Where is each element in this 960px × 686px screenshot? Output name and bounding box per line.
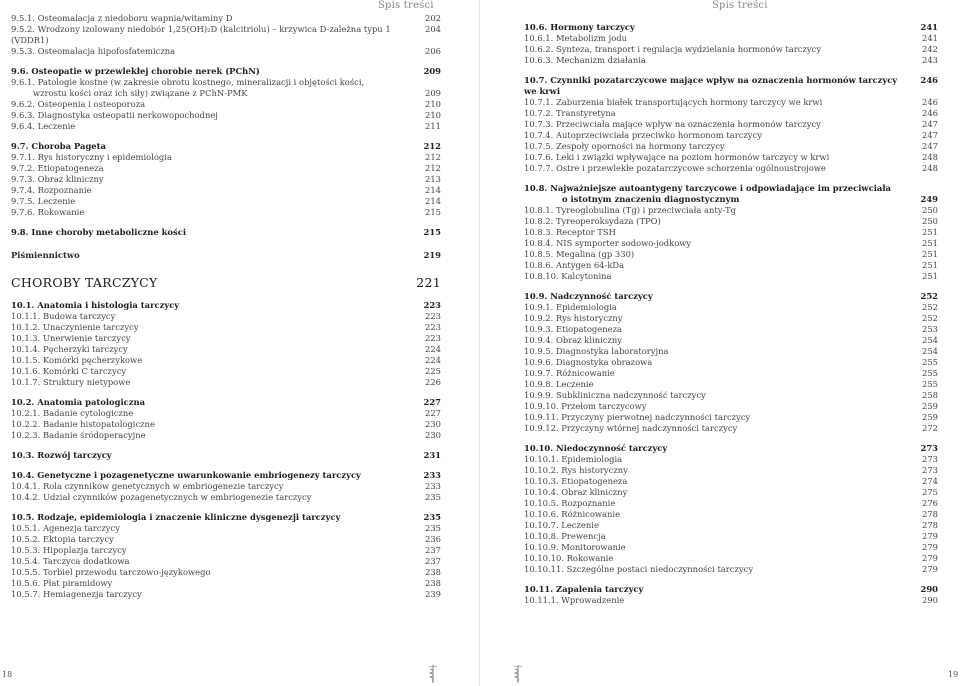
toc-entry [11,333,441,344]
toc-entry [524,205,938,216]
toc-entry-title: 10.9.6. Diagnostyka obrazowa [524,357,653,367]
toc-entry-page: 251 [922,227,938,237]
toc-entry-title: 10.8.4. NIS symporter sodowo-jodkowy [524,238,692,248]
toc-entry [11,322,441,333]
toc-entry-title: 9.5.1. Osteomalacja z niedoboru wapnia/witaminy D [11,13,233,23]
toc-entry [11,77,441,88]
toc-entry-title: 10.9.10. Przełom tarczycowy [524,401,647,411]
toc-entry [524,542,938,553]
toc-entry-page: 214 [425,185,441,195]
toc-entry [11,470,441,481]
toc-entry-title: 10.9. Nadczynność tarczycy [524,291,653,301]
toc-entry-page: 210 [425,110,441,120]
toc-entry-page: 247 [922,119,938,129]
toc-entry-page: 223 [425,311,441,321]
toc-entry-page: 254 [922,335,938,345]
page-number: 18 [2,670,13,679]
toc-entry [11,534,441,545]
toc-entry-title: 9.7.4. Rozpoznanie [11,185,92,195]
toc-entry [524,401,938,412]
toc-entry-page: 246 [922,97,938,107]
toc-entry-title: 10.5.1. Agenezja tarczycy [11,523,120,533]
toc-entry-title: 10.10.4. Obraz kliniczny [524,487,628,497]
toc-entry [524,108,938,119]
toc-entry [524,564,938,575]
toc-entry [11,311,441,322]
toc-entry-title: 9.6.4. Leczenie [11,121,76,131]
toc-entry [524,271,938,282]
toc-entry-title: 10.7.2. Transtyretyna [524,108,616,118]
toc-entry-page: 214 [425,196,441,206]
toc-entry-page: 233 [425,481,441,491]
toc-entry-page: 238 [425,578,441,588]
toc-entry-title: 10.10.10. Rokowanie [524,553,614,563]
toc-entry-page: 246 [922,108,938,118]
toc-entry-page: 213 [425,174,441,184]
toc-entry-page: 250 [922,205,938,215]
toc-entry-page: 278 [922,509,938,519]
toc-entry-title: 9.8. Inne choroby metaboliczne kości [11,227,187,237]
toc-entry-title: Piśmiennictwo [11,250,80,260]
toc-entry [11,88,441,99]
toc-entry-title: 10.9.12. Przyczyny wtórnej nadczynności tarczycy [524,423,738,433]
toc-entry [524,227,938,238]
toc-entry-title: 9.7.5. Leczenie [11,196,76,206]
toc-entry [11,578,441,589]
toc-entry [11,512,441,523]
toc-entry-page: 279 [922,564,938,574]
toc-entry-page: 273 [920,443,938,453]
toc-entry-page: 247 [922,141,938,151]
toc-entry [524,119,938,130]
toc-entry-title: 10.8.10. Kalcytonina [524,271,612,281]
toc-entry [11,377,441,388]
toc-entry-title: 10.9.1. Epidemiologia [524,302,617,312]
toc-entry-title: 10.1.3. Unerwienie tarczycy [11,333,131,343]
toc-entry-page: 279 [922,553,938,563]
toc-entry [524,498,938,509]
toc-entry-page: 250 [922,216,938,226]
toc-entry-page: 246 [920,75,938,85]
toc-entry-page: 275 [922,487,938,497]
toc-entry [524,553,938,564]
toc-entry [524,487,938,498]
toc-entry-page: 223 [425,322,441,332]
toc-entry-title: 10.4.1. Rola czynników genetycznych w embriogenezie tarczycy [11,481,284,491]
toc-entry [524,152,938,163]
toc-entry [524,454,938,465]
toc-entry-page: 215 [425,207,441,217]
toc-entry-page: 252 [922,313,938,323]
toc-entry [524,509,938,520]
toc-entry-title: 10.11. Zapalenia tarczycy [524,584,644,594]
toc-entry-page: 279 [922,531,938,541]
toc-entry-title: 9.7.2. Etiopatogeneza [11,163,104,173]
toc-entry [11,250,441,261]
toc-entry-title: 10.5.3. Hipoplazja tarczycy [11,545,127,555]
toc-entry-title: o istotnym znaczeniu diagnostycznym [562,194,740,204]
toc-entry [524,249,938,260]
running-header: Spis treści [378,0,434,11]
toc-entry [524,238,938,249]
toc-entry-title: 10.8.1. Tyreoglobulina (Tg) i przeciwciała anty-Tg [524,205,736,215]
toc-entry-page: 273 [922,454,938,464]
toc-entry-title: 10.10.3. Etiopatogeneza [524,476,628,486]
table-of-contents [11,13,441,600]
toc-entry-page: 231 [423,450,441,460]
toc-entry-title: 10.10.6. Różnicowanie [524,509,621,519]
right-page [480,0,960,686]
toc-entry-title: 10.1.1. Budowa tarczycy [11,311,116,321]
toc-entry-page: 230 [425,430,441,440]
toc-entry [524,291,938,302]
toc-entry [524,412,938,423]
running-header: Spis treści [712,0,768,11]
toc-entry [524,324,938,335]
toc-entry-title: 10.2.3. Badanie śródoperacyjne [11,430,146,440]
toc-entry-title: 10.9.8. Leczenie [524,379,594,389]
toc-entry-page: 241 [920,22,938,32]
toc-entry [11,344,441,355]
toc-entry-title: 9.6. Osteopatie w przewlekłej chorobie nerek (PChN) [11,66,260,76]
toc-entry [524,584,938,595]
toc-entry [11,13,441,24]
toc-entry [524,531,938,542]
toc-entry-title: 10.2.2. Badanie histopatologiczne [11,419,155,429]
toc-entry-title: 10.1.4. Pęcherzyki tarczycy [11,344,128,354]
toc-entry [11,163,441,174]
toc-entry-page: 258 [922,390,938,400]
toc-entry-title: 9.7.3. Obraz kliniczny [11,174,104,184]
toc-entry-page: 235 [423,512,441,522]
toc-entry [11,408,441,419]
toc-entry-title: 10.8.5. Megalina (gp 330) [524,249,635,259]
toc-entry-title: 10.9.2. Rys historyczny [524,313,623,323]
toc-entry-page: 211 [425,121,441,131]
toc-entry-title: 10.6.3. Mechanizm działania [524,55,646,65]
toc-entry [11,366,441,377]
toc-entry-title: 10.10.8. Prewencja [524,531,606,541]
toc-entry-title: 10.1. Anatomia i histologia tarczycy [11,300,180,310]
toc-entry [524,33,938,44]
page-number: 19 [948,670,959,679]
toc-entry-title: 10.11.1. Wprowadzenie [524,595,625,605]
toc-entry-title: 10.1.7. Struktury nietypowe [11,377,131,387]
toc-entry-title: 9.7. Choroba Pageta [11,141,106,151]
toc-entry-title: 9.7.1. Rys historyczny i epidemiologia [11,152,172,162]
toc-entry-title: 10.8.3. Receptor TSH [524,227,616,237]
toc-entry-page: 230 [425,419,441,429]
toc-entry-page: 223 [423,300,441,310]
toc-entry-page: 276 [922,498,938,508]
toc-entry-page: 212 [425,152,441,162]
toc-entry-page: 273 [922,465,938,475]
toc-entry-page: 212 [423,141,441,151]
toc-entry-page: 235 [425,523,441,533]
toc-entry [524,390,938,401]
toc-entry [11,430,441,441]
toc-entry [11,545,441,556]
toc-entry-page: 274 [922,476,938,486]
toc-entry-page: 290 [920,584,938,594]
toc-entry-title: 10.5.4. Tarczyca dodatkowa [11,556,130,566]
toc-entry-page: 219 [423,250,441,260]
toc-entry-page: 227 [423,397,441,407]
toc-entry [11,174,441,185]
toc-entry-page: 243 [922,55,938,65]
toc-entry-page: 224 [425,344,441,354]
toc-entry-title: 10.7.6. Leki i związki wpływające na poziom hormonów tarczycy w krwi [524,152,830,162]
toc-entry-page: 272 [922,423,938,433]
toc-entry [524,443,938,454]
toc-entry-title: 10.1.5. Komórki pęcherzykowe [11,355,143,365]
toc-entry-page: 251 [922,260,938,270]
toc-entry-title: 10.5. Rodzaje, epidemiologia i znaczenie kliniczne dysgenezji tarczycy [11,512,341,522]
toc-entry-title: 10.7.3. Przeciwciała mające wpływ na oznaczenia hormonów tarczycy [524,119,821,129]
toc-entry-title: 9.5.3. Osteomalacja hipofosfatemiczna [11,46,176,56]
toc-entry-title: 10.10. Niedoczynność tarczycy [524,443,668,453]
toc-entry-page: 239 [425,589,441,599]
toc-entry-page: 204 [425,24,441,34]
toc-entry-title: 10.9.9. Subkliniczna nadczynność tarczycy [524,390,706,400]
toc-entry [11,207,441,218]
toc-entry-title: 10.7.5. Zespoły oporności na hormony tarczycy [524,141,725,151]
toc-entry [11,227,441,238]
toc-entry-page: 278 [922,520,938,530]
toc-entry [11,419,441,430]
toc-entry [524,260,938,271]
toc-entry-page: 255 [922,368,938,378]
toc-entry-title: 10.10.5. Rozpoznanie [524,498,616,508]
toc-entry [524,357,938,368]
toc-entry-title: 10.3. Rozwój tarczycy [11,450,112,460]
chapter-heading [11,275,441,291]
toc-entry-title: 10.4.2. Udział czynników pozagenetycznych w embriogenezie tarczycy [11,492,312,502]
table-of-contents [524,13,938,606]
toc-entry [524,379,938,390]
toc-entry-page: 255 [922,357,938,367]
toc-entry [524,216,938,227]
toc-entry [11,196,441,207]
toc-entry-title: 9.5.2. Wrodzony izolowany niedobór 1,25(OH)₂D (kalcitriolu) – krzywica D-zależna typu 1 (VDDR1) [11,24,391,45]
toc-entry [524,194,938,205]
toc-entry-page: 255 [922,379,938,389]
toc-entry-title: 10.8. Najważniejsze autoantygeny tarczycowe i odpowiadające im przeciwciała [524,183,891,193]
toc-entry [524,75,938,97]
toc-entry-page: 209 [425,88,441,98]
toc-entry [11,355,441,366]
toc-entry-page: 254 [922,346,938,356]
toc-entry-title: 10.2. Anatomia patologiczna [11,397,145,407]
toc-entry [524,520,938,531]
toc-entry [524,313,938,324]
toc-entry-page: 237 [425,545,441,555]
toc-entry-title: 9.7.6. Rokowanie [11,207,85,217]
toc-entry-page: 252 [920,291,938,301]
toc-entry-page: 210 [425,99,441,109]
toc-entry-page: 224 [425,355,441,365]
toc-entry-title: 10.6.2. Synteza, transport i regulacja wydzielania hormonów tarczycy [524,44,822,54]
toc-entry-title: 10.7.7. Ostre i przewlekłe pozatarczycowe schorzenia ogólnoustrojowe [524,163,826,173]
toc-entry-title: 10.10.9. Monitorowanie [524,542,626,552]
toc-entry [524,55,938,66]
toc-entry [524,346,938,357]
toc-entry [11,523,441,534]
toc-entry [524,302,938,313]
caduceus-icon [428,664,438,684]
toc-entry-page: 212 [425,163,441,173]
toc-entry-page: 247 [922,130,938,140]
toc-entry [524,141,938,152]
toc-entry [11,300,441,311]
toc-entry [524,22,938,33]
toc-entry-page: 251 [922,271,938,281]
toc-entry-page: 248 [922,163,938,173]
toc-entry-title: 9.6.2. Osteopenia i osteoporoza [11,99,146,109]
toc-entry-title: 10.9.4. Obraz kliniczny [524,335,622,345]
toc-entry [11,589,441,600]
toc-entry-title: 10.9.3. Etiopatogeneza [524,324,622,334]
toc-entry [524,368,938,379]
toc-entry-title: 10.1.2. Unaczynienie tarczycy [11,322,139,332]
toc-entry-title: 10.4. Genetyczne i pozagenetyczne uwarunkowanie embriogenezy tarczycy [11,470,361,480]
toc-entry [11,24,441,46]
toc-entry-title: 10.10.1. Epidemiologia [524,454,623,464]
toc-entry [11,492,441,503]
toc-entry [524,476,938,487]
toc-entry-page: 279 [922,542,938,552]
toc-entry-title: 10.1.6. Komórki C tarczycy [11,366,127,376]
toc-entry-title: CHOROBY TARCZYCY [11,275,158,290]
toc-entry-page: 242 [922,44,938,54]
toc-entry [11,121,441,132]
toc-entry-title: 10.10.2. Rys historyczny [524,465,628,475]
toc-entry-page: 249 [920,194,938,204]
toc-entry-page: 215 [423,227,441,237]
toc-entry-page: 209 [423,66,441,76]
toc-entry-page: 202 [425,13,441,23]
toc-entry [524,595,938,606]
toc-entry [11,185,441,196]
toc-entry [11,46,441,57]
toc-entry-title: 10.2.1. Badanie cytologiczne [11,408,134,418]
toc-entry [11,110,441,121]
toc-entry [524,97,938,108]
toc-entry-title: 10.10.7. Leczenie [524,520,599,530]
toc-entry-title: 10.5.2. Ektopia tarczycy [11,534,114,544]
toc-entry-page: 206 [425,46,441,56]
toc-entry-page: 251 [922,249,938,259]
toc-entry-title: 10.7.4. Autoprzeciwciała przeciwko hormonom tarczycy [524,130,762,140]
toc-entry [11,481,441,492]
toc-entry-page: 252 [922,302,938,312]
toc-entry [11,152,441,163]
toc-entry-page: 248 [922,152,938,162]
toc-entry [524,183,938,194]
toc-entry-title: 10.6.1. Metabolizm jodu [524,33,628,43]
toc-entry-page: 241 [922,33,938,43]
toc-entry-page: 253 [922,324,938,334]
toc-entry-title: 10.8.6. Antygen 64-kDa [524,260,625,270]
toc-entry-page: 259 [922,401,938,411]
toc-entry [11,397,441,408]
toc-entry-page: 236 [425,534,441,544]
caduceus-icon [513,664,523,684]
toc-entry-page: 227 [425,408,441,418]
toc-entry-page: 233 [423,470,441,480]
toc-entry [11,66,441,77]
toc-entry [11,556,441,567]
toc-entry [524,44,938,55]
toc-entry-page: 259 [922,412,938,422]
toc-entry-page: 221 [416,275,441,290]
toc-entry [524,130,938,141]
toc-entry-page: 223 [425,333,441,343]
toc-entry-title: 10.10.11. Szczególne postaci niedoczynności tarczycy [524,564,754,574]
toc-entry [11,567,441,578]
toc-entry [11,141,441,152]
toc-entry-title: wzrostu kości oraz ich siły) związane z PChN-PMK [33,88,248,98]
toc-entry-page: 226 [425,377,441,387]
toc-entry-title: 10.8.2. Tyreoperoksydaza (TPO) [524,216,661,226]
toc-entry-title: 10.9.11. Przyczyny pierwotnej nadczynności tarczycy [524,412,751,422]
toc-entry-page: 235 [425,492,441,502]
toc-entry-title: 9.6.3. Diagnostyka osteopatii nerkowopochodnej [11,110,218,120]
toc-entry [11,99,441,110]
toc-entry-page: 238 [425,567,441,577]
toc-entry-title: 10.9.5. Diagnostyka laboratoryjna [524,346,669,356]
toc-entry-title: 10.7. Czynniki pozatarczycowe mające wpływ na oznaczenia hormonów tarczycy we krwi [524,75,898,96]
toc-entry-title: 10.7.1. Zaburzenia białek transportujących hormony tarczycy we krwi [524,97,823,107]
toc-entry-page: 237 [425,556,441,566]
toc-entry-title: 10.5.5. Torbiel przewodu tarczowo-językowego [11,567,211,577]
toc-entry-page: 225 [425,366,441,376]
toc-entry-title: 10.6. Hormony tarczycy [524,22,635,32]
toc-entry-title: 10.5.6. Płat piramidowy [11,578,113,588]
toc-entry [524,465,938,476]
toc-entry-title: 10.5.7. Hemiagenezja tarczycy [11,589,142,599]
toc-entry-title: 9.6.1. Patologie kostne (w zakresie obrotu kostnego, mineralizacji i objętości kości, [11,77,365,87]
toc-entry-page: 290 [922,595,938,605]
toc-entry [524,335,938,346]
toc-entry [11,450,441,461]
toc-entry-page: 251 [922,238,938,248]
toc-entry [524,423,938,434]
toc-entry-title: 10.9.7. Różnicowanie [524,368,615,378]
toc-entry [524,163,938,174]
